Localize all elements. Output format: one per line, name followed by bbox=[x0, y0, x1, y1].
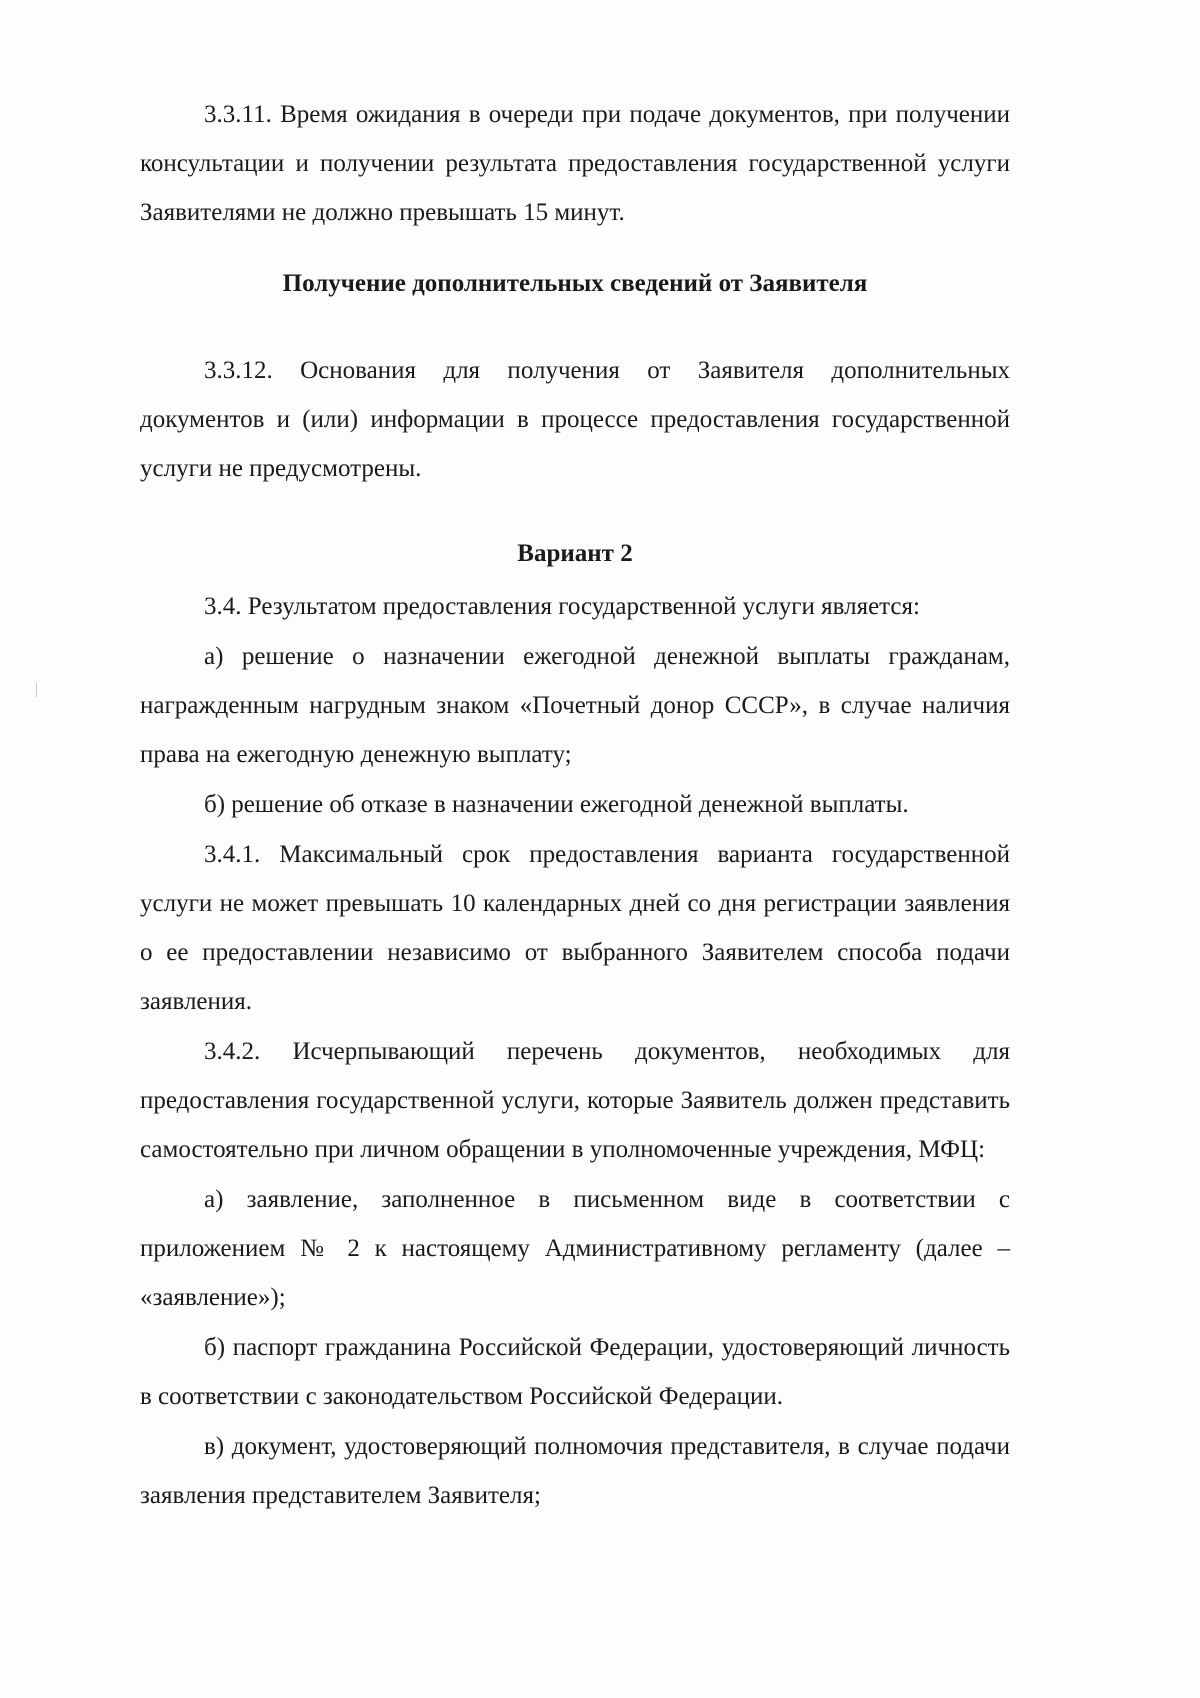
paragraph-3-3-12: 3.3.12. Основания для получения от Заявителя дополнительных документов и (или) информации в процессе предоставления государственной услуги не предусмотрены. bbox=[140, 357, 1010, 482]
paragraph-3-4-2-v: в) документ, удостоверяющий полномочия представителя, в случае подачи заявления представителем Заявителя; bbox=[140, 1433, 1010, 1509]
document-body bbox=[140, 90, 1010, 1520]
paragraph-3-4-1: 3.4.1. Максимальный срок предоставления варианта государственной услуги не может превышать 10 календарных дней со дня регистрации заявления о ее предоставлении независимо от выбранного Заявителем способа подачи заявления. bbox=[140, 841, 1010, 1015]
paragraph-3-4-b: б) решение об отказе в назначении ежегодной денежной выплаты. bbox=[204, 791, 909, 818]
paragraph-3-4-2-a: а) заявление, заполненное в письменном виде в соответствии с приложением № 2 к настоящему Административному регламенту (далее – «заявление»); bbox=[140, 1186, 1010, 1311]
section-heading-additional-info: Получение дополнительных сведений от Заявителя bbox=[282, 270, 868, 297]
paragraph-3-4-2-b: б) паспорт гражданина Российской Федерации, удостоверяющий личность в соответствии с законодательством Российской Федерации. bbox=[140, 1334, 1010, 1410]
paragraph-3-4: 3.4. Результатом предоставления государственной услуги является: bbox=[204, 593, 920, 620]
paragraph-3-3-11: 3.3.11. Время ожидания в очереди при подаче документов, при получении консультации и получении результата предоставления государственной услуги Заявителями не должно превышать 15 минут. bbox=[140, 101, 1010, 226]
paragraph-3-4-2: 3.4.2. Исчерпывающий перечень документов, необходимых для предоставления государственной услуги, которые Заявитель должен представить самостоятельно при личном обращении в уполномоченные учреждения, МФЦ: bbox=[140, 1038, 1010, 1163]
paragraph-3-4-a: а) решение о назначении ежегодной денежной выплаты гражданам, награжденным нагрудным знаком «Почетный донор СССР», в случае наличия права на ежегодную денежную выплату; bbox=[140, 643, 1010, 768]
scan-artifact bbox=[36, 683, 37, 697]
section-heading-variant-2: Вариант 2 bbox=[517, 540, 633, 567]
